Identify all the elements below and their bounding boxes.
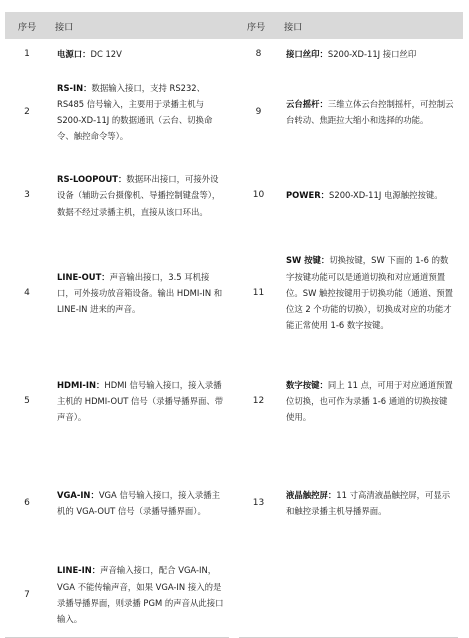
item-term: POWER：: [286, 190, 330, 201]
table-row: [5, 154, 463, 237]
item-text: 声音输入接口，配合 VGA-IN，VGA 不能传输声音，如果 VGA-IN 接入的是录播导播界面，则录播 PGM 的声音从此接口输入。: [57, 565, 224, 624]
item-text: VGA 信号输入接口，接入录播主机的 VGA-OUT 信号（录播导播界面）。: [57, 489, 220, 516]
row-number-right: 12: [252, 395, 265, 406]
item-text: 切换按键，SW 下面的 1-6 的数字按键功能可以是通道切换和对应通道预置位。SW 触控按键用于切换功能（通道、预置位这 2 个功能的切换），切换成对应的功能才能正常使用 1-6 数字按键。: [286, 255, 454, 331]
row-number-left: 4: [24, 287, 30, 298]
item-term: RS-LOOPOUT：: [57, 174, 127, 185]
item-term: LINE-IN：: [57, 565, 101, 576]
row-number-right: 10: [252, 190, 265, 201]
item-text: 数据环出接口，可接外设设备（辅助云台摄像机、导播控制键盘等），数据不经过录播主机，直接从该口环出。: [57, 174, 221, 217]
item-text: S200-XD-11J 接口丝印: [327, 49, 417, 60]
table-row: [5, 39, 463, 70]
header-port-left: 接口: [49, 12, 234, 39]
item-term: 数字按键：: [286, 379, 328, 390]
row-number-left: 5: [24, 395, 30, 406]
item-text: S200-XD-11J 电源触控按键。: [329, 190, 443, 201]
row-number-right: 11: [252, 287, 265, 298]
row-description-left: [49, 154, 234, 237]
item-term: 云台摇杆：: [286, 98, 328, 109]
item-text: 三维立体云台控制摇杆，可控制云台转动、焦距拉大缩小和选择的功能。: [286, 98, 454, 125]
row-number-right: 9: [255, 106, 262, 117]
item-term: RS-IN：: [57, 82, 92, 93]
row-number-left: 2: [24, 106, 30, 117]
table-row: [5, 349, 463, 453]
row-number-left: 1: [24, 49, 30, 60]
row-description-left: [49, 553, 234, 637]
item-text: HDMI 信号输入接口，接入录播主机的 HDMI-OUT 信号（录播导播界面、带声音）。: [57, 379, 224, 423]
row-description-left: [49, 70, 234, 154]
item-text: 数据输入接口，支持 RS232、RS485 信号输入，主要用于录播主机与 S200-XD-11J 的数据通讯（云台、切换命令、触控命令等）。: [57, 82, 213, 142]
row-number-right: 13: [252, 497, 265, 508]
table-row: [5, 553, 463, 637]
interface-table: [5, 12, 468, 638]
row-description-right: [278, 349, 463, 453]
row-description-right: [278, 39, 463, 70]
row-number-left: 3: [24, 190, 30, 201]
row-description-right: [278, 453, 463, 553]
header-no-right: 序号: [234, 12, 278, 39]
item-term: 液晶触控屏：: [286, 489, 337, 500]
table-row: [5, 237, 463, 349]
row-description-left: [49, 39, 234, 70]
item-term: VGA-IN：: [57, 489, 99, 500]
row-description-left: [49, 453, 234, 553]
row-number-left: 7: [5, 553, 49, 637]
table-row: [5, 70, 463, 154]
row-description-right: [278, 154, 463, 237]
row-description-right: [278, 553, 463, 637]
row-number-right: [234, 553, 278, 637]
item-text: DC 12V: [90, 49, 122, 60]
item-term: SW 按键：: [286, 255, 330, 266]
item-term: HDMI-IN：: [57, 379, 105, 390]
item-text: 声音输出接口，3.5 耳机接口，可外接功放音箱设备。输出 HDMI-IN 和 LINE-IN 进来的声音。: [57, 271, 223, 315]
table-header-row: [5, 12, 463, 39]
header-port-right: 接口: [278, 12, 463, 39]
row-description-left: [49, 237, 234, 349]
item-text: 同上 11 点，可用于对应通道预置位切换，也可作为录播 1-6 通道的切换按键使用。: [286, 379, 453, 423]
row-description-left: [49, 349, 234, 453]
header-no-left: 序号: [5, 12, 49, 39]
table-row: [5, 453, 463, 553]
row-description-right: [278, 237, 463, 349]
row-number-right: 8: [255, 49, 262, 60]
item-term: LINE-OUT：: [57, 271, 110, 282]
row-description-right: [278, 70, 463, 154]
item-term: 接口丝印：: [286, 49, 328, 60]
item-term: 电源口：: [57, 49, 91, 60]
item-text: 11 寸高清液晶触控屏，可显示和触控录播主机导播界面。: [286, 489, 451, 516]
row-number-left: 6: [24, 497, 30, 508]
